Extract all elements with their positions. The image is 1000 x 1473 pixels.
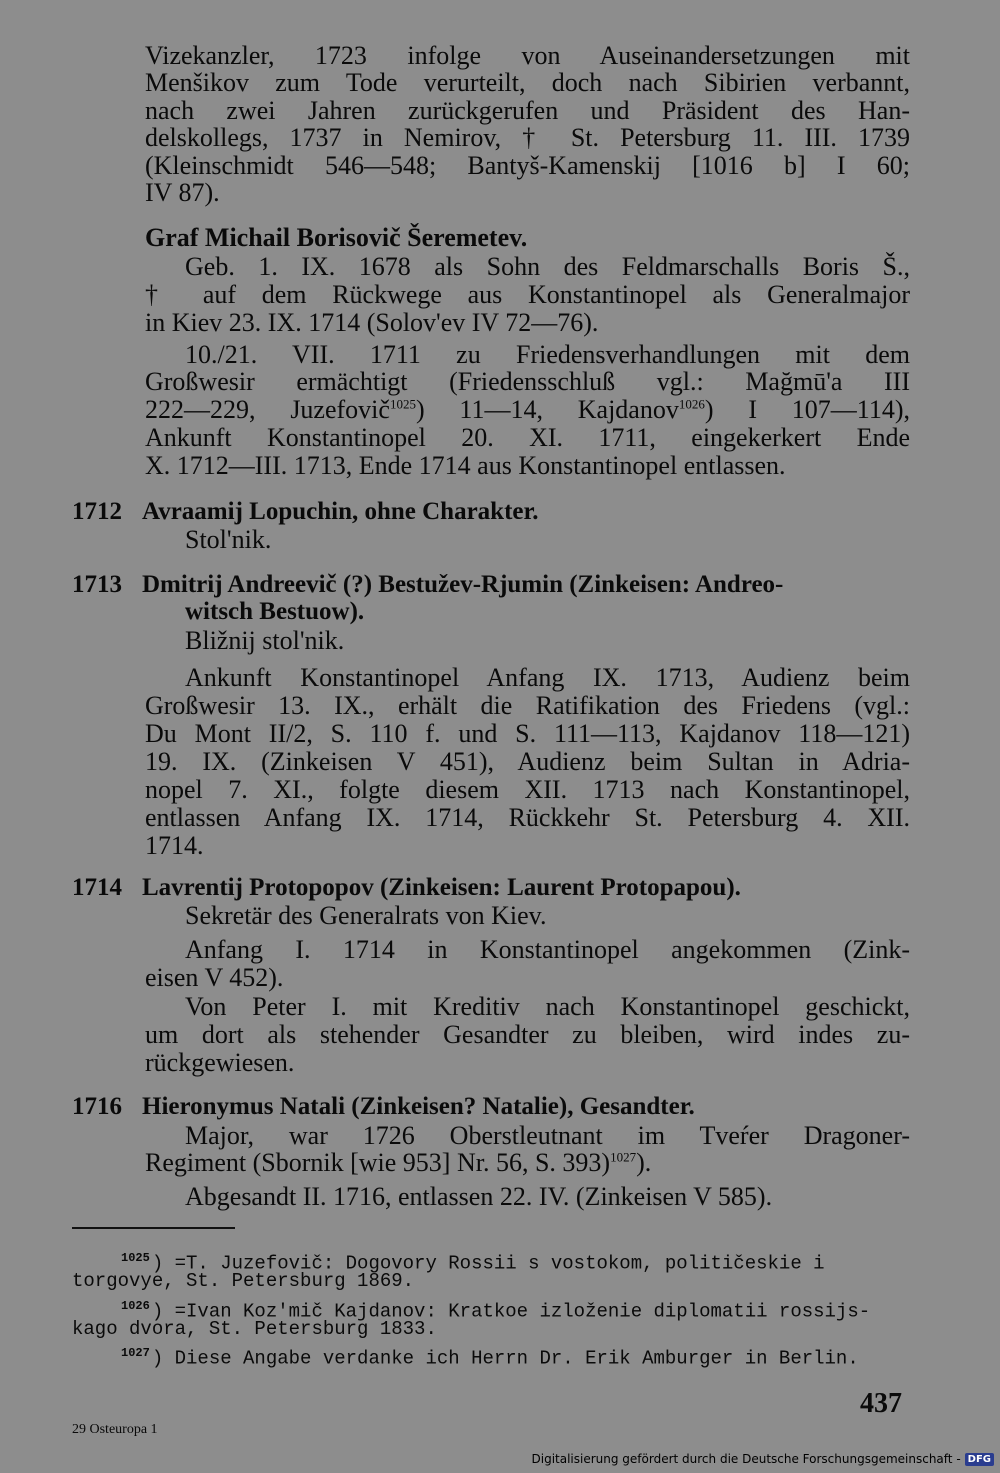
body-line: Menšikov zum Tode verurteilt, doch nach Sibirien verbannt, — [145, 68, 910, 97]
entry-year: 1713 — [72, 571, 122, 598]
credit-text: Digitalisierung gefördert durch die Deutsche Forschungsgemeinschaft - — [531, 1452, 961, 1466]
dfg-logo: DFG — [965, 1453, 994, 1466]
text-run: ) 11—14, Kajdanov — [415, 395, 679, 424]
body-line: 19. IX. (Zinkeisen V 451), Audienz beim Sultan in Adria- — [145, 747, 910, 776]
text-run: 222—229, Juzefovič — [145, 395, 390, 424]
text-run: ) I 107—114), — [704, 395, 910, 424]
body-line: nach zwei Jahren zurückgerufen und Präsident des Han- — [145, 96, 910, 125]
body-line — [145, 395, 910, 425]
footnote-line: torgovye, St. Petersburg 1869. — [72, 1270, 415, 1292]
footnote-text: ) Diese Angabe verdanke ich Herrn Dr. Erik Amburger in Berlin. — [151, 1347, 859, 1370]
body-line: Vizekanzler, 1723 infolge von Auseinandersetzungen mit — [145, 41, 910, 70]
body-line: 10./21. VII. 1711 zu Friedensverhandlungen mit dem — [185, 340, 910, 369]
body-line: Ankunft Konstantinopel 20. XI. 1711, eingekerkert Ende — [145, 423, 910, 452]
body-line: † auf dem Rückwege aus Konstantinopel als Generalmajor — [145, 280, 910, 309]
text-run: ). — [636, 1148, 652, 1177]
entry-year: 1712 — [72, 498, 122, 525]
entry-year: 1714 — [72, 874, 122, 901]
entry-heading — [72, 570, 915, 600]
entry-heading — [72, 1092, 915, 1122]
digitization-credit — [532, 1452, 995, 1466]
body-line: Von Peter I. mit Kreditiv nach Konstantinopel geschickt, — [185, 992, 910, 1021]
body-line: X. 1712—III. 1713, Ende 1714 aus Konstantinopel entlassen. — [145, 451, 786, 480]
footnote-text: ) =Ivan Koz'mič Kajdanov: Kratkoe izloženie diplomatii rossijs- — [151, 1300, 871, 1323]
footnote-rule — [72, 1227, 235, 1229]
entry-title: Dmitrij Andreevič (?) Bestužev-Rjumin (Zinkeisen: Andreo- — [142, 571, 784, 598]
body-line: rückgewiesen. — [145, 1048, 295, 1077]
footnote-line: kago dvora, St. Petersburg 1833. — [72, 1318, 437, 1340]
entry-year: 1716 — [72, 1093, 122, 1120]
body-line — [145, 1148, 910, 1178]
footnote-marker: 1026 — [121, 1299, 150, 1313]
footnote-marker: 1025 — [121, 1251, 150, 1265]
entry-heading — [72, 873, 915, 903]
body-line: Du Mont II/2, S. 110 f. und S. 111—113, Kajdanov 118—121) — [145, 719, 910, 748]
entry-heading-cont: witsch Bestuow). — [185, 598, 365, 625]
body-line: eisen V 452). — [145, 963, 284, 992]
entry-title: Lavrentij Protopopov (Zinkeisen: Laurent Protopapou). — [142, 874, 741, 901]
footnote-1027 — [121, 1342, 905, 1369]
entry-title: Avraamij Lopuchin, ohne Charakter. — [142, 498, 539, 525]
body-line: (Kleinschmidt 546—548; Bantyš-Kamenskij [1016 b] I 60; — [145, 151, 910, 180]
footnote-marker: 1027 — [121, 1346, 150, 1360]
body-line: Anfang I. 1714 in Konstantinopel angekommen (Zink- — [185, 935, 910, 964]
printer-signature: 29 Osteuropa 1 — [72, 1422, 158, 1437]
page-number: 437 — [860, 1388, 902, 1419]
body-line: Ankunft Konstantinopel Anfang IX. 1713, Audienz beim — [185, 663, 910, 692]
body-line: Major, war 1726 Oberstleutnant im Tveŕer Dragoner- — [185, 1121, 910, 1150]
body-line: nopel 7. XI., folgte diesem XII. 1713 nach Konstantinopel, — [145, 775, 910, 804]
body-line: Großwesir ermächtigt (Friedensschluß vgl.: Mağmū'a III — [145, 367, 910, 396]
body-line: 1714. — [145, 831, 204, 860]
body-line: Sekretär des Generalrats von Kiev. — [185, 901, 547, 930]
body-line: Geb. 1. IX. 1678 als Sohn des Feldmarschalls Boris Š., — [185, 252, 910, 281]
body-line: Bližnij stol'nik. — [185, 626, 345, 655]
body-line: IV 87). — [145, 178, 220, 207]
text-run: Regiment (Sbornik [wie 953] Nr. 56, S. 393) — [145, 1148, 611, 1177]
footnote-ref: 1027 — [610, 1149, 637, 1165]
entry-title: Hieronymus Natali (Zinkeisen? Natalie), Gesandter. — [142, 1093, 695, 1120]
body-line: in Kiev 23. IX. 1714 (Solov'ev IV 72—76). — [145, 308, 599, 337]
footnote-ref: 1025 — [389, 396, 416, 412]
entry-heading — [72, 497, 915, 527]
body-line: Abgesandt II. 1716, entlassen 22. IV. (Zinkeisen V 585). — [185, 1182, 773, 1211]
body-line: Großwesir 13. IX., erhält die Ratifikation des Friedens (vgl.: — [145, 691, 910, 720]
body-line: delskollegs, 1737 in Nemirov, † St. Petersburg 11. III. 1739 — [145, 123, 910, 152]
footnote-ref: 1026 — [678, 396, 705, 412]
body-line: Stol'nik. — [185, 525, 272, 554]
footnote-text: ) =T. Juzefovič: Dogovory Rossii s vostokom, političeskie i — [151, 1252, 825, 1275]
body-line: um dort als stehender Gesandter zu bleiben, wird indes zu- — [145, 1020, 910, 1049]
entry-heading: Graf Michail Borisovič Šeremetev. — [145, 223, 528, 252]
body-line: entlassen Anfang IX. 1714, Rückkehr St. Petersburg 4. XII. — [145, 803, 910, 832]
